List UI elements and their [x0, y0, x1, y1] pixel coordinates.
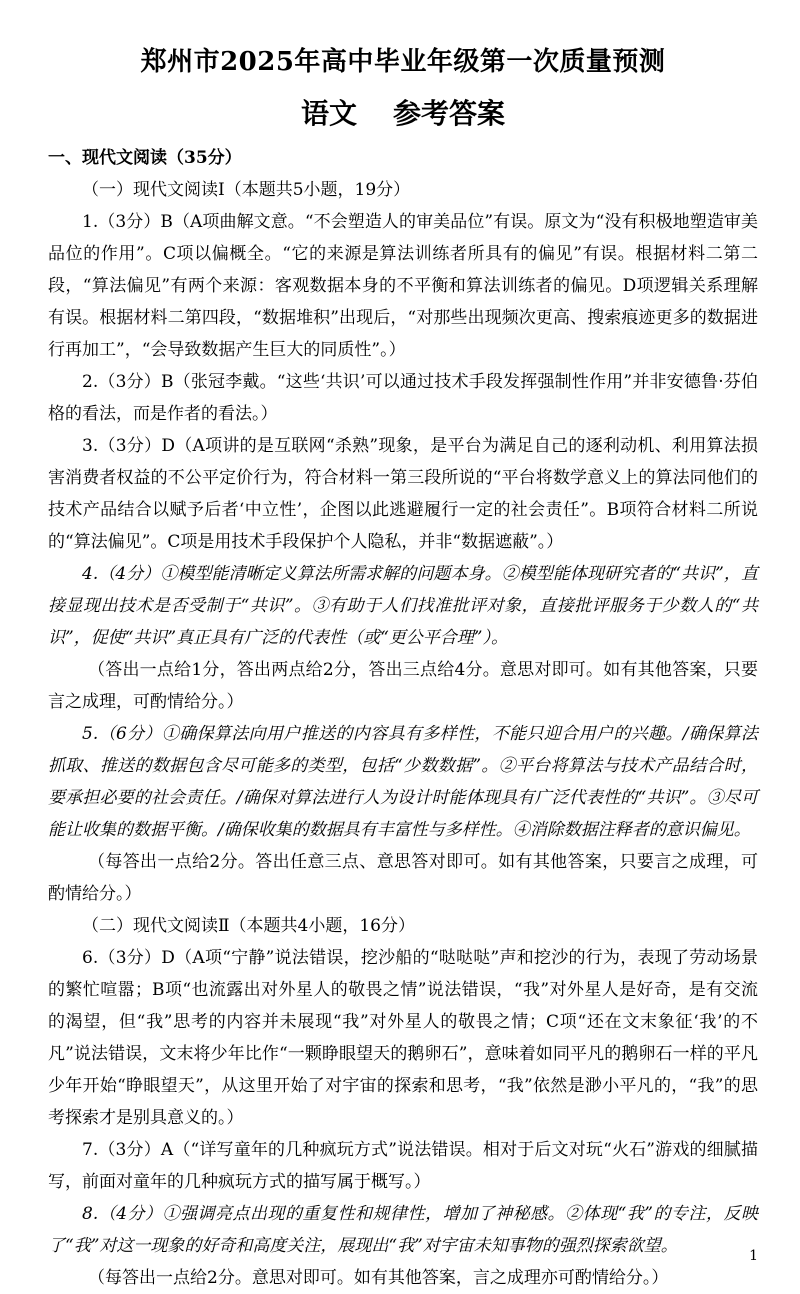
part2-heading: （二）现代文阅读Ⅱ（本题共4小题，16分） — [82, 916, 416, 936]
exam-title: 郑州市2025年高中毕业年级第一次质量预测 — [140, 47, 666, 77]
answer-q6: 6.（3分）D（A项“宁静”说法错误，挖沙船的“哒哒哒”声和挖沙的行为，表现了劳动场景的繁忙喧嚣；B项“也流露出对外星人的敬畏之情”说法错误，“我”对外星人是好奇，是有交流的渴望，但“我”思考的内容并未展现“我”对外星人的敬畏之情；C项“还在文末象征‘我’的不凡”说法错误，文末将少年比作“一颗睁眼望天的鹅卵石”，意味着如同平凡的鹅卵石一样的平凡少年开始“睁眼望天”，从这里开始了对宇宙的探索和思考，“我”依然是渺小平凡的，“我”的思考探索才是别具意义的。） — [48, 948, 758, 1128]
answer-q1: 1.（3分）B（A项曲解文意。“不会塑造人的审美品位”有误。原文为“没有积极地塑造审美品位的作用”。C项以偏概全。“它的来源是算法训练者所具有的偏见”有误。根据材料二第二段，“算法偏见”有两个来源：客观数据本身的不平衡和算法训练者的偏见。D项逻辑关系理解有误。根据材料二第四段，“数据堆积”出现后，“对那些出现频次更高、搜索痕迹更多的数据进行再加工”，“会导致数据产生巨大的同质性”。） — [48, 212, 758, 360]
answer-q5: 5.（6分）①确保算法向用户推送的内容具有多样性，不能只迎合用户的兴趣。/确保算法抓取、推送的数据包含尽可能多的类型，包括“少数数据”。②平台将算法与技术产品结合时，要承担必要的社会责任。/确保对算法进行人为设计时能体现具有广泛代表性的“共识”。③尽可能让收集的数据平衡。/确保收集的数据具有丰富性与多样性。④消除数据注释者的意识偏见。 — [48, 724, 758, 840]
answer-q7: 7.（3分）A（“详写童年的几种疯玩方式”说法错误。相对于后文对玩“火石”游戏的细腻描写，前面对童年的几种疯玩方式的描写属于概写。） — [48, 1140, 758, 1192]
part1-heading: （一）现代文阅读Ⅰ（本题共5小题，19分） — [82, 180, 411, 200]
scoring-note-q5: （每答出一点给2分。答出任意三点、意思答对即可。如有其他答案，只要言之成理，可酌情给分。） — [48, 852, 758, 904]
answer-q8: 8.（4分）①强调亮点出现的重复性和规律性，增加了神秘感。②体现“我”的专注，反映了“我”对这一现象的好奇和高度关注，展现出“我”对宇宙未知事物的强烈探索欲望。 — [48, 1204, 758, 1256]
answer-key-label: 参考答案 — [393, 97, 506, 130]
section-heading: 一、现代文阅读（35分） — [48, 148, 242, 168]
scoring-note-q8: （每答出一点给2分。意思对即可。如有其他答案，言之成理亦可酌情给分。） — [88, 1268, 669, 1288]
answer-key-page — [48, 42, 758, 1294]
answer-q2: 2.（3分）B（张冠李戴。“这些‘共识’可以通过技术手段发挥强制性作用”并非安德鲁·芬伯格的看法，而是作者的看法。） — [48, 372, 758, 424]
scoring-note-q4: （答出一点给1分，答出两点给2分，答出三点给4分。意思对即可。如有其他答案，只要言之成理，可酌情给分。） — [48, 660, 758, 712]
doc-subtitle — [48, 92, 758, 136]
answer-q3: 3.（3分）D（A项讲的是互联网“杀熟”现象，是平台为满足自己的逐利动机、利用算法损害消费者权益的不公平定价行为，符合材料一第三段所说的“平台将数学意义上的算法同他们的技术产品结合以赋予后者‘中立性’，企图以此逃避履行一定的社会责任”。B项符合材料二所说的“算法偏见”。C项是用技术手段保护个人隐私，并非“数据遮蔽”。） — [48, 436, 758, 552]
answer-q4: 4.（4分）①模型能清晰定义算法所需求解的问题本身。②模型能体现研究者的“共识”，直接显现出技术是否受制于“共识”。③有助于人们找准批评对象，直接批评服务于少数人的“共识”，促使“共识”真正具有广泛的代表性（或“更公平合理”）。 — [48, 564, 758, 648]
subject-label: 语文 — [300, 97, 357, 130]
page-number: 1 — [749, 1248, 758, 1264]
